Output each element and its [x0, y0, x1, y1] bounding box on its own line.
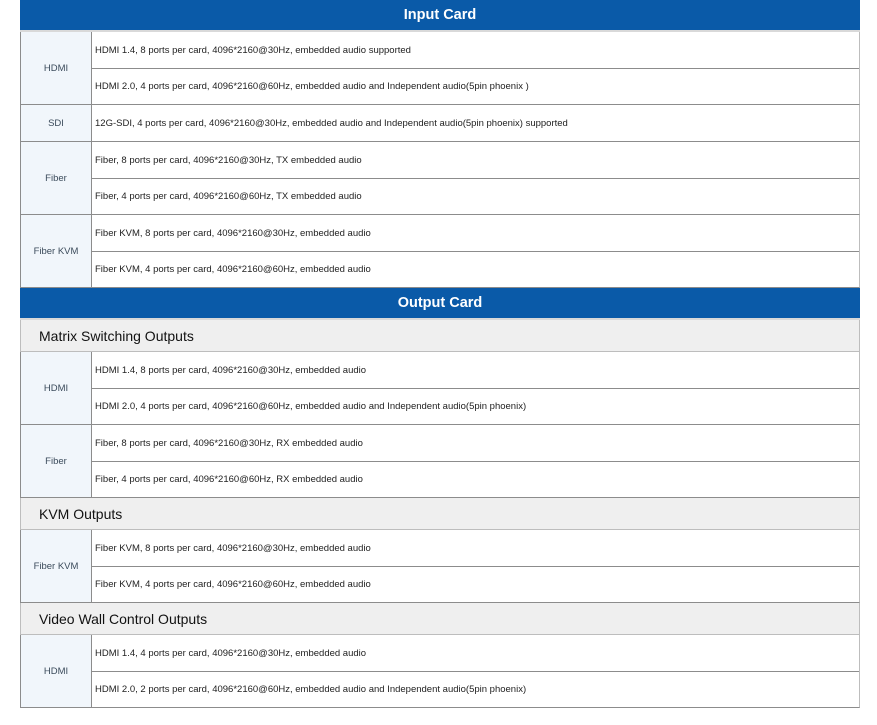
spec-row: 12G-SDI, 4 ports per card, 4096*2160@30Hz, embedded audio and Independent audio(5pin phoenix) supported — [95, 117, 568, 129]
group-label: HDMI — [21, 352, 92, 424]
spec-row: HDMI 1.4, 8 ports per card, 4096*2160@30Hz, embedded audio supported — [95, 44, 411, 56]
group-label: HDMI — [21, 32, 92, 104]
spec-row: Fiber, 8 ports per card, 4096*2160@30Hz, RX embedded audio — [95, 437, 363, 449]
group-label: Fiber KVM — [21, 530, 92, 602]
spec-row: Fiber, 4 ports per card, 4096*2160@60Hz, TX embedded audio — [92, 178, 859, 214]
output-group-video-wall-hdmi — [20, 635, 860, 708]
spec-row: HDMI 1.4, 8 ports per card, 4096*2160@30Hz, embedded audio — [95, 364, 367, 376]
section-heading-video-wall: Video Wall Control Outputs — [20, 603, 860, 635]
section-heading-matrix: Matrix Switching Outputs — [20, 320, 860, 352]
input-group-hdmi — [20, 32, 860, 105]
group-label: HDMI — [21, 635, 92, 707]
input-card-banner: Input Card — [20, 0, 860, 32]
spec-row: Fiber, 4 ports per card, 4096*2160@60Hz, RX embedded audio — [92, 461, 859, 497]
output-group-fiber — [20, 425, 860, 498]
spec-row: HDMI 2.0, 4 ports per card, 4096*2160@60Hz, embedded audio and Independent audio(5pin phoenix) — [92, 388, 859, 424]
spec-row: Fiber KVM, 4 ports per card, 4096*2160@60Hz, embedded audio — [92, 251, 859, 287]
group-label: Fiber — [21, 142, 92, 214]
group-label: Fiber KVM — [21, 215, 92, 287]
group-label: SDI — [21, 105, 92, 141]
output-group-hdmi — [20, 352, 860, 425]
group-label: Fiber — [21, 425, 92, 497]
spec-row: Fiber KVM, 4 ports per card, 4096*2160@60Hz, embedded audio — [92, 566, 859, 602]
spec-row: HDMI 2.0, 2 ports per card, 4096*2160@60Hz, embedded audio and Independent audio(5pin phoenix) — [92, 671, 859, 707]
spec-table — [20, 0, 860, 708]
spec-row: Fiber KVM, 8 ports per card, 4096*2160@30Hz, embedded audio — [95, 542, 371, 554]
section-heading-kvm: KVM Outputs — [20, 498, 860, 530]
output-card-banner: Output Card — [20, 288, 860, 320]
spec-row: HDMI 2.0, 4 ports per card, 4096*2160@60Hz, embedded audio and Independent audio(5pin phoenix ) — [92, 68, 859, 104]
input-group-sdi — [20, 105, 860, 142]
spec-row: HDMI 1.4, 4 ports per card, 4096*2160@30Hz, embedded audio — [95, 647, 367, 659]
spec-row: Fiber KVM, 8 ports per card, 4096*2160@30Hz, embedded audio — [95, 227, 371, 239]
input-group-fiber-kvm — [20, 215, 860, 288]
spec-row: Fiber, 8 ports per card, 4096*2160@30Hz, TX embedded audio — [95, 154, 362, 166]
output-group-fiber-kvm — [20, 530, 860, 603]
input-group-fiber — [20, 142, 860, 215]
